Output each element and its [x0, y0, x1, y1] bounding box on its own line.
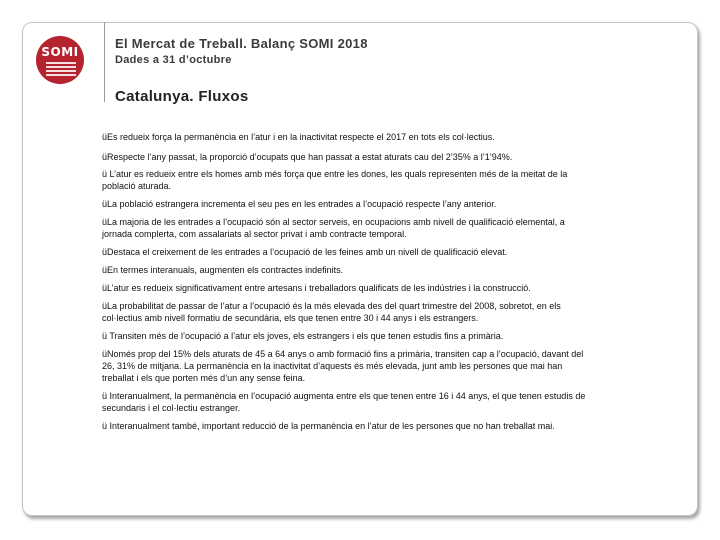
page-title: El Mercat de Treball. Balanç SOMI 2018	[115, 36, 368, 51]
bullet-item: ü Interanualment també, important reducció de la permanència en l’atur de les persones que no han treballat mai.	[102, 421, 555, 431]
bullet-item: üL’atur es redueix significativament entre artesans i treballadors qualificats de les indústries i la construcció.	[102, 283, 531, 293]
somi-logo	[36, 36, 86, 92]
bullet-item: üDestaca el creixement de les entrades a l’ocupació de les feines amb un nivell de qualificació elevat.	[102, 247, 508, 257]
header-divider	[104, 22, 105, 102]
bullet-item: ü Transiten més de l’ocupació a l’atur els joves, els estrangers i els que tenen estudis fins a primària.	[102, 331, 504, 341]
bullet-item: ü Interanualment, la permanència en l’ocupació augmenta entre els que tenen entre 16 i 44 anys, el que tenen estudis de secundaris i el col·lectiu estranger.	[102, 391, 586, 413]
bullet-item: üEn termes interanuals, augmenten els contractes indefinits.	[102, 265, 344, 275]
logo-text: SOMI	[41, 45, 79, 59]
bullet-item: ü L’atur es redueix entre els homes amb més força que entre les dones, les quals representen més de la meitat de la població aturada.	[102, 169, 568, 191]
bullet-item: üLa probabilitat de passar de l’atur a l’ocupació és la més elevada des del quart trimestre del 2008, sobretot, en els col·lectius amb nivell formatiu de secundària, els que tenen entre 30 i 44 anys i els estrangers.	[102, 301, 561, 323]
logo-badge	[36, 36, 84, 84]
bullet-item: üLa població estrangera incrementa el seu pes en les entrades a l’ocupació respecte l’any anterior.	[102, 199, 497, 209]
section-heading: Catalunya. Fluxos	[115, 88, 249, 105]
bullet-item: üLa majoria de les entrades a l’ocupació són al sector serveis, en ocupacions amb nivell de qualificació elemental, a jornada complerta, com assalariats al sector privat i amb contracte temporal.	[102, 217, 565, 239]
page-subtitle: Dades a 31 d’octubre	[115, 54, 232, 66]
logo-tagline-lines	[46, 62, 76, 78]
bullet-item: üRespecte l’any passat, la proporció d’ocupats que han passat a estat aturats cau del 2’35% a l’1’94%.	[102, 152, 513, 162]
bullet-item: üNomés prop del 15% dels aturats de 45 a 64 anys o amb formació fins a primària, transiten cap a l’ocupació, davant del 26, 31% de mitjana. La permanència en la inactivitat d’aquests és més elevada, junt amb les persones que mai han treballat i els que porten més d’un any sense feina.	[102, 349, 584, 383]
bullet-item: üEs redueix força la permanència en l’atur i en la inactivitat respecte el 2017 en tots els col·lectius.	[102, 132, 495, 142]
